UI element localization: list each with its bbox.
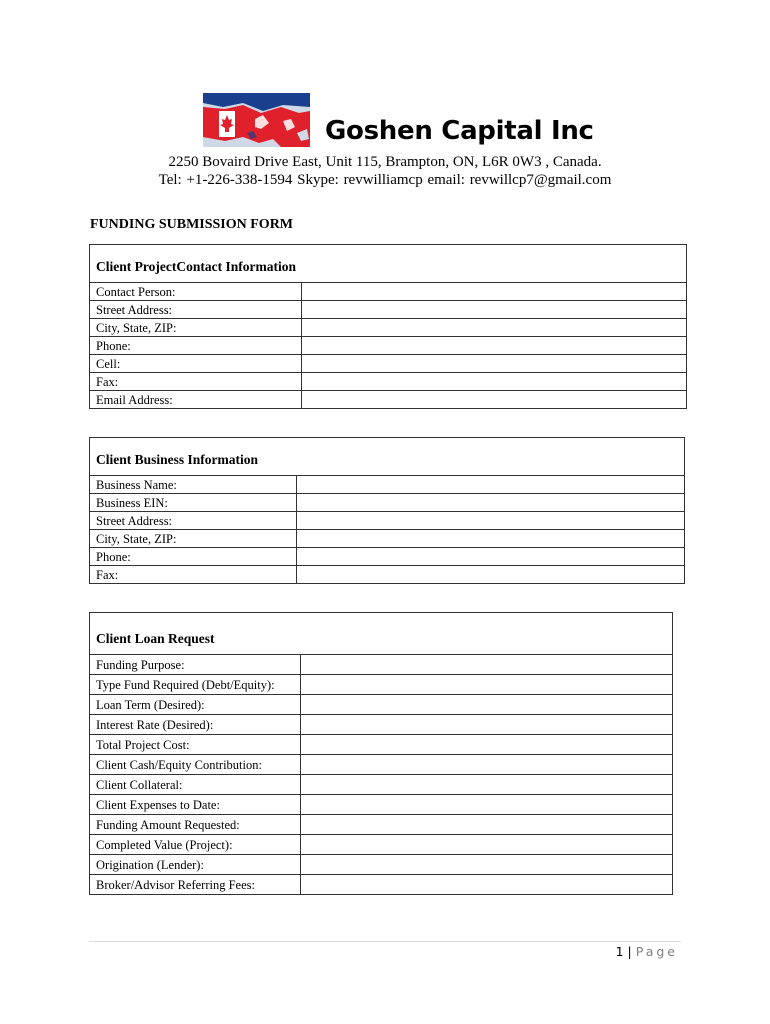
field-label: Total Project Cost: bbox=[90, 735, 301, 755]
section-title: Client ProjectContact Information bbox=[90, 245, 687, 283]
business-phone-field[interactable] bbox=[297, 548, 685, 566]
business-name-field[interactable] bbox=[297, 476, 685, 494]
field-label: Funding Amount Requested: bbox=[90, 815, 301, 835]
field-label: Type Fund Required (Debt/Equity): bbox=[90, 675, 301, 695]
field-label: Interest Rate (Desired): bbox=[90, 715, 301, 735]
referring-fees-field[interactable] bbox=[301, 875, 673, 895]
funding-amount-field[interactable] bbox=[301, 815, 673, 835]
footer-divider bbox=[89, 941, 681, 942]
field-label: Cell: bbox=[90, 355, 302, 373]
field-label: Phone: bbox=[90, 548, 297, 566]
business-ein-field[interactable] bbox=[297, 494, 685, 512]
total-project-cost-field[interactable] bbox=[301, 735, 673, 755]
field-label: Client Cash/Equity Contribution: bbox=[90, 755, 301, 775]
table-row bbox=[90, 373, 687, 391]
fund-type-field[interactable] bbox=[301, 675, 673, 695]
table-row bbox=[90, 835, 673, 855]
expenses-to-date-field[interactable] bbox=[301, 795, 673, 815]
table-row bbox=[90, 548, 685, 566]
contact-city-state-zip-field[interactable] bbox=[302, 319, 687, 337]
field-label: Funding Purpose: bbox=[90, 655, 301, 675]
table-row bbox=[90, 283, 687, 301]
interest-rate-field[interactable] bbox=[301, 715, 673, 735]
page-number bbox=[616, 944, 678, 959]
contact-person-field[interactable] bbox=[302, 283, 687, 301]
funding-purpose-field[interactable] bbox=[301, 655, 673, 675]
client-business-table bbox=[89, 437, 685, 584]
business-street-address-field[interactable] bbox=[297, 512, 685, 530]
field-label: Street Address: bbox=[90, 512, 297, 530]
company-contact-info: Tel: +1-226-338-1594 Skype: revwilliamcp email: revwillcp7@gmail.com bbox=[158, 172, 612, 188]
table-row bbox=[90, 775, 673, 795]
page-number-value: 1 bbox=[615, 944, 624, 959]
table-row bbox=[90, 715, 673, 735]
field-label: Fax: bbox=[90, 566, 297, 584]
field-label: Email Address: bbox=[90, 391, 302, 409]
table-row bbox=[90, 795, 673, 815]
table-row bbox=[90, 566, 685, 584]
table-row bbox=[90, 735, 673, 755]
table-row bbox=[90, 695, 673, 715]
page-label: Page bbox=[635, 944, 678, 959]
table-row bbox=[90, 476, 685, 494]
contact-cell-field[interactable] bbox=[302, 355, 687, 373]
field-label: Client Collateral: bbox=[90, 775, 301, 795]
page-separator: | bbox=[627, 944, 632, 959]
client-contact-table bbox=[89, 244, 687, 409]
table-row bbox=[90, 337, 687, 355]
origination-field[interactable] bbox=[301, 855, 673, 875]
field-label: Broker/Advisor Referring Fees: bbox=[90, 875, 301, 895]
section-title: Client Loan Request bbox=[90, 613, 673, 655]
loan-term-field[interactable] bbox=[301, 695, 673, 715]
client-collateral-field[interactable] bbox=[301, 775, 673, 795]
field-label: Client Expenses to Date: bbox=[90, 795, 301, 815]
contact-fax-field[interactable] bbox=[302, 373, 687, 391]
business-fax-field[interactable] bbox=[297, 566, 685, 584]
table-row bbox=[90, 494, 685, 512]
table-row bbox=[90, 301, 687, 319]
table-row bbox=[90, 855, 673, 875]
company-address: 2250 Bovaird Drive East, Unit 115, Brampton, ON, L6R 0W3 , Canada. bbox=[168, 154, 602, 170]
field-label: Contact Person: bbox=[90, 283, 302, 301]
contact-phone-field[interactable] bbox=[302, 337, 687, 355]
company-name: Goshen Capital Inc bbox=[325, 116, 594, 146]
field-label: City, State, ZIP: bbox=[90, 530, 297, 548]
table-row bbox=[90, 655, 673, 675]
contact-street-address-field[interactable] bbox=[302, 301, 687, 319]
canada-flag-map-logo bbox=[203, 93, 310, 147]
company-logo bbox=[203, 93, 310, 147]
field-label: Origination (Lender): bbox=[90, 855, 301, 875]
field-label: Street Address: bbox=[90, 301, 302, 319]
field-label: Loan Term (Desired): bbox=[90, 695, 301, 715]
table-row bbox=[90, 512, 685, 530]
table-row bbox=[90, 391, 687, 409]
table-row bbox=[90, 875, 673, 895]
field-label: Business Name: bbox=[90, 476, 297, 494]
table-row bbox=[90, 815, 673, 835]
equity-contribution-field[interactable] bbox=[301, 755, 673, 775]
client-loan-request-table bbox=[89, 612, 673, 895]
table-row bbox=[90, 319, 687, 337]
contact-email-field[interactable] bbox=[302, 391, 687, 409]
field-label: Business EIN: bbox=[90, 494, 297, 512]
table-row bbox=[90, 755, 673, 775]
field-label: Phone: bbox=[90, 337, 302, 355]
table-row bbox=[90, 355, 687, 373]
table-row bbox=[90, 530, 685, 548]
field-label: Fax: bbox=[90, 373, 302, 391]
field-label: City, State, ZIP: bbox=[90, 319, 302, 337]
field-label: Completed Value (Project): bbox=[90, 835, 301, 855]
business-city-state-zip-field[interactable] bbox=[297, 530, 685, 548]
completed-value-field[interactable] bbox=[301, 835, 673, 855]
form-title: FUNDING SUBMISSION FORM bbox=[90, 217, 294, 232]
table-row bbox=[90, 675, 673, 695]
section-title: Client Business Information bbox=[90, 438, 685, 476]
